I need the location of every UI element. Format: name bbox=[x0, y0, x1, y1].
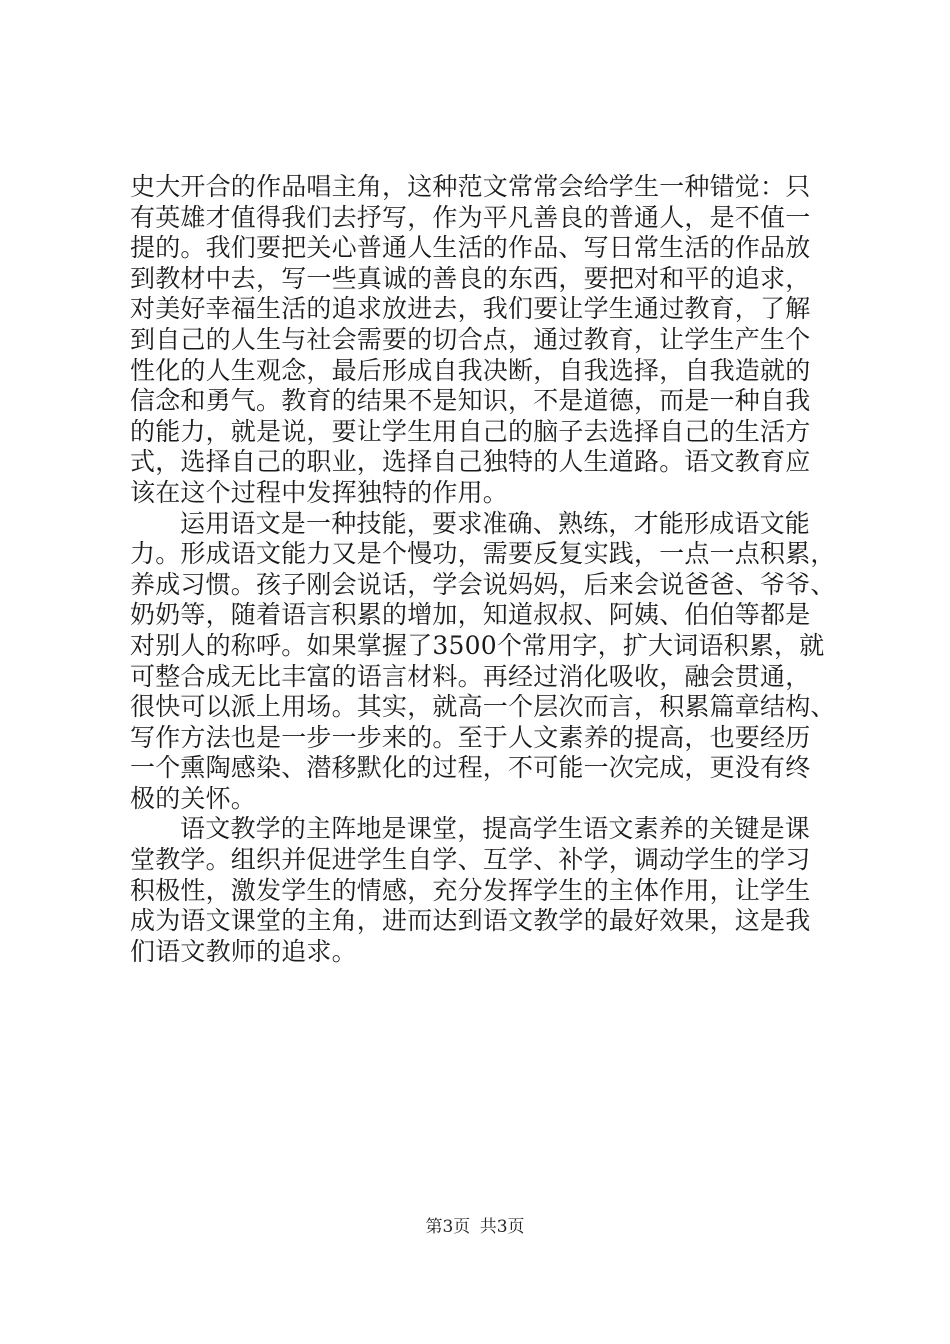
text-line: 积极性，激发学生的情感，充分发挥学生的主体作用，让学生 bbox=[130, 875, 811, 905]
text-line: 很快可以派上用场。其实，就高一个层次而言，积累篇章结构、 bbox=[130, 692, 836, 722]
text-line: 史大开合的作品唱主角，这种范文常常会给学生一种错觉：只 bbox=[130, 172, 811, 201]
page-number: 第3页 bbox=[425, 1217, 471, 1237]
text-line: 提的。我们要把关心普通人生活的作品、写日常生活的作品放 bbox=[130, 233, 811, 263]
text-line: 到教材中去，写一些真诚的善良的东西，要把对和平的追求， bbox=[130, 263, 811, 293]
text-line: 该在这个过程中发挥独特的作用。 bbox=[130, 477, 509, 507]
text-line: 写作方法也是一步一步来的。至于人文素养的提高，也要经历 bbox=[130, 722, 811, 752]
paragraph-2 bbox=[130, 508, 836, 815]
text-line: 极的关怀。 bbox=[130, 783, 257, 813]
paragraph-3 bbox=[130, 814, 830, 967]
text-line: 成为语文课堂的主角，进而达到语文教学的最好效果，这是我 bbox=[130, 906, 811, 936]
text-line: 式，选择自己的职业，选择自己独特的人生道路。语文教育应 bbox=[130, 447, 811, 477]
text-line: 奶奶等，随着语言积累的增加，知道叔叔、阿姨、伯伯等都是 bbox=[130, 600, 811, 630]
text-line: 对别人的称呼。如果掌握了3500个常用字，扩大词语积累，就 bbox=[130, 630, 825, 660]
text-line: 可整合成无比丰富的语言材料。再经过消化吸收，融会贯通， bbox=[130, 661, 811, 691]
text-line: 有英雄才值得我们去抒写，作为平凡善良的普通人，是不值一 bbox=[130, 202, 811, 232]
body-text bbox=[130, 172, 836, 967]
text-line: 语文教学的主阵地是课堂，提高学生语文素养的关键是课 bbox=[180, 814, 811, 844]
text-line: 性化的人生观念，最后形成自我决断，自我选择，自我造就的 bbox=[130, 355, 811, 385]
text-line: 到自己的人生与社会需要的切合点，通过教育，让学生产生个 bbox=[130, 324, 811, 354]
text-line: 一个熏陶感染、潜移默化的过程，不可能一次完成，更没有终 bbox=[130, 753, 811, 783]
text-line: 的能力，就是说，要让学生用自己的脑子去选择自己的生活方 bbox=[130, 416, 811, 446]
page-footer bbox=[0, 1216, 950, 1238]
text-line: 对美好幸福生活的追求放进去，我们要让学生通过教育，了解 bbox=[130, 294, 811, 324]
text-line: 力。形成语文能力又是个慢功，需要反复实践，一点一点积累， bbox=[130, 539, 836, 569]
text-line: 信念和勇气。教育的结果不是知识，不是道德，而是一种自我 bbox=[130, 386, 811, 416]
text-line: 堂教学。组织并促进学生自学、互学、补学，调动学生的学习 bbox=[130, 845, 811, 875]
text-line: 运用语文是一种技能，要求准确、熟练，才能形成语文能 bbox=[180, 508, 811, 538]
text-line: 们语文教师的追求。 bbox=[130, 936, 357, 966]
paragraph-1 bbox=[130, 172, 830, 509]
text-line: 养成习惯。孩子刚会说话，学会说妈妈，后来会说爸爸、爷爷、 bbox=[130, 569, 836, 599]
page-total: 共3页 bbox=[479, 1217, 525, 1237]
